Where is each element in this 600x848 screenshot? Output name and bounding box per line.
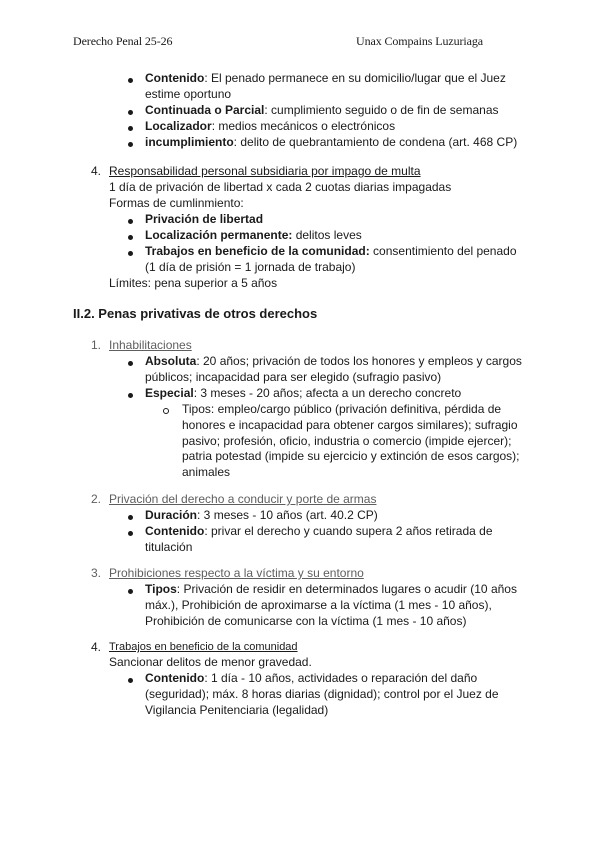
bullet-dot [128, 678, 133, 683]
bullet-dot [128, 110, 133, 115]
bullet-dot [128, 235, 133, 240]
bullet-dot [128, 589, 133, 594]
list-item: Especial: 3 meses - 20 años; afecta a un derecho concreto [145, 386, 462, 400]
list-item: Trabajos en beneficio de la comunidad: consentimiento del penado (1 día de prisión = 1 jornada de trabajo) [145, 244, 517, 274]
header-right: Unax Compains Luzuriaga [356, 34, 483, 48]
paragraph: Límites: pena superior a 5 años [109, 276, 278, 290]
paragraph: Formas de cumlinmiento: [109, 196, 244, 210]
bullet-dot [128, 515, 133, 520]
list-item: Localización permanente: delitos leves [145, 228, 362, 242]
subsection-title: Trabajos en beneficio de la comunidad [109, 641, 298, 653]
list-item: Localizador: medios mecánicos o electrónicos [145, 119, 396, 133]
subsection-title: Privación del derecho a conducir y porte de armas [109, 492, 377, 506]
bullet-dot [128, 219, 133, 224]
list-number: 1. [91, 338, 102, 352]
paragraph: 1 día de privación de libertad x cada 2 cuotas diarias impagadas [109, 180, 452, 194]
list-item: Contenido: El penado permanece en su domicilio/lugar que el Juez estime oportuno [145, 71, 506, 101]
bullet-dot [128, 78, 133, 83]
list-item: Privación de libertad [145, 212, 264, 226]
bullet-dot [128, 142, 133, 147]
subsection-title: Responsabilidad personal subsidiaria por impago de multa [109, 164, 421, 178]
list-item: Tipos: Privación de residir en determinados lugares o acudir (10 años máx.), Prohibición de aproximarse a la víctima (1 mes - 10 años), Prohibición de comunicarse con la víctima (1 mes - 10 años) [145, 582, 517, 628]
list-subitem: Tipos: empleo/cargo público (privación definitiva, pérdida de honores e incapacidad para obtener cargos similares); sufragio pasivo; profesión, oficio, industria o comercio (impide ejercer); patria potestad (impide su ejercicio y extinción de esos cargos); animales [182, 402, 520, 480]
header-left: Derecho Penal 25-26 [73, 34, 173, 48]
list-number: 4. [91, 640, 102, 654]
section-title: II.2. Penas privativas de otros derechos [73, 306, 318, 321]
list-item: Duración: 3 meses - 10 años (art. 40.2 CP) [145, 508, 378, 522]
bullet-dot [128, 531, 133, 536]
list-item: Contenido: privar el derecho y cuando supera 2 años retirada de titulación [145, 524, 493, 554]
paragraph: Sancionar delitos de menor gravedad. [109, 655, 312, 669]
bullet-circle [163, 408, 169, 414]
list-item: Contenido: 1 día - 10 años, actividades o reparación del daño (seguridad); máx. 8 horas diarias (dignidad); control por el Juez de Vigilancia Penitenciaria (legalidad) [145, 671, 499, 717]
bullet-dot [128, 126, 133, 131]
subsection-title: Prohibiciones respecto a la víctima y su entorno [109, 566, 364, 580]
list-number: 4. [91, 164, 102, 178]
bullet-dot [128, 393, 133, 398]
subsection-title: Inhabilitaciones [109, 338, 192, 352]
list-number: 3. [91, 566, 102, 580]
list-number: 2. [91, 492, 102, 506]
list-item: Absoluta: 20 años; privación de todos los honores y empleos y cargos públicos; incapacidad para ser elegido (sufragio pasivo) [145, 354, 522, 384]
list-item: Continuada o Parcial: cumplimiento seguido o de fin de semanas [145, 103, 499, 117]
bullet-dot [128, 251, 133, 256]
list-item: incumplimiento: delito de quebrantamiento de condena (art. 468 CP) [145, 135, 518, 149]
bullet-dot [128, 361, 133, 366]
